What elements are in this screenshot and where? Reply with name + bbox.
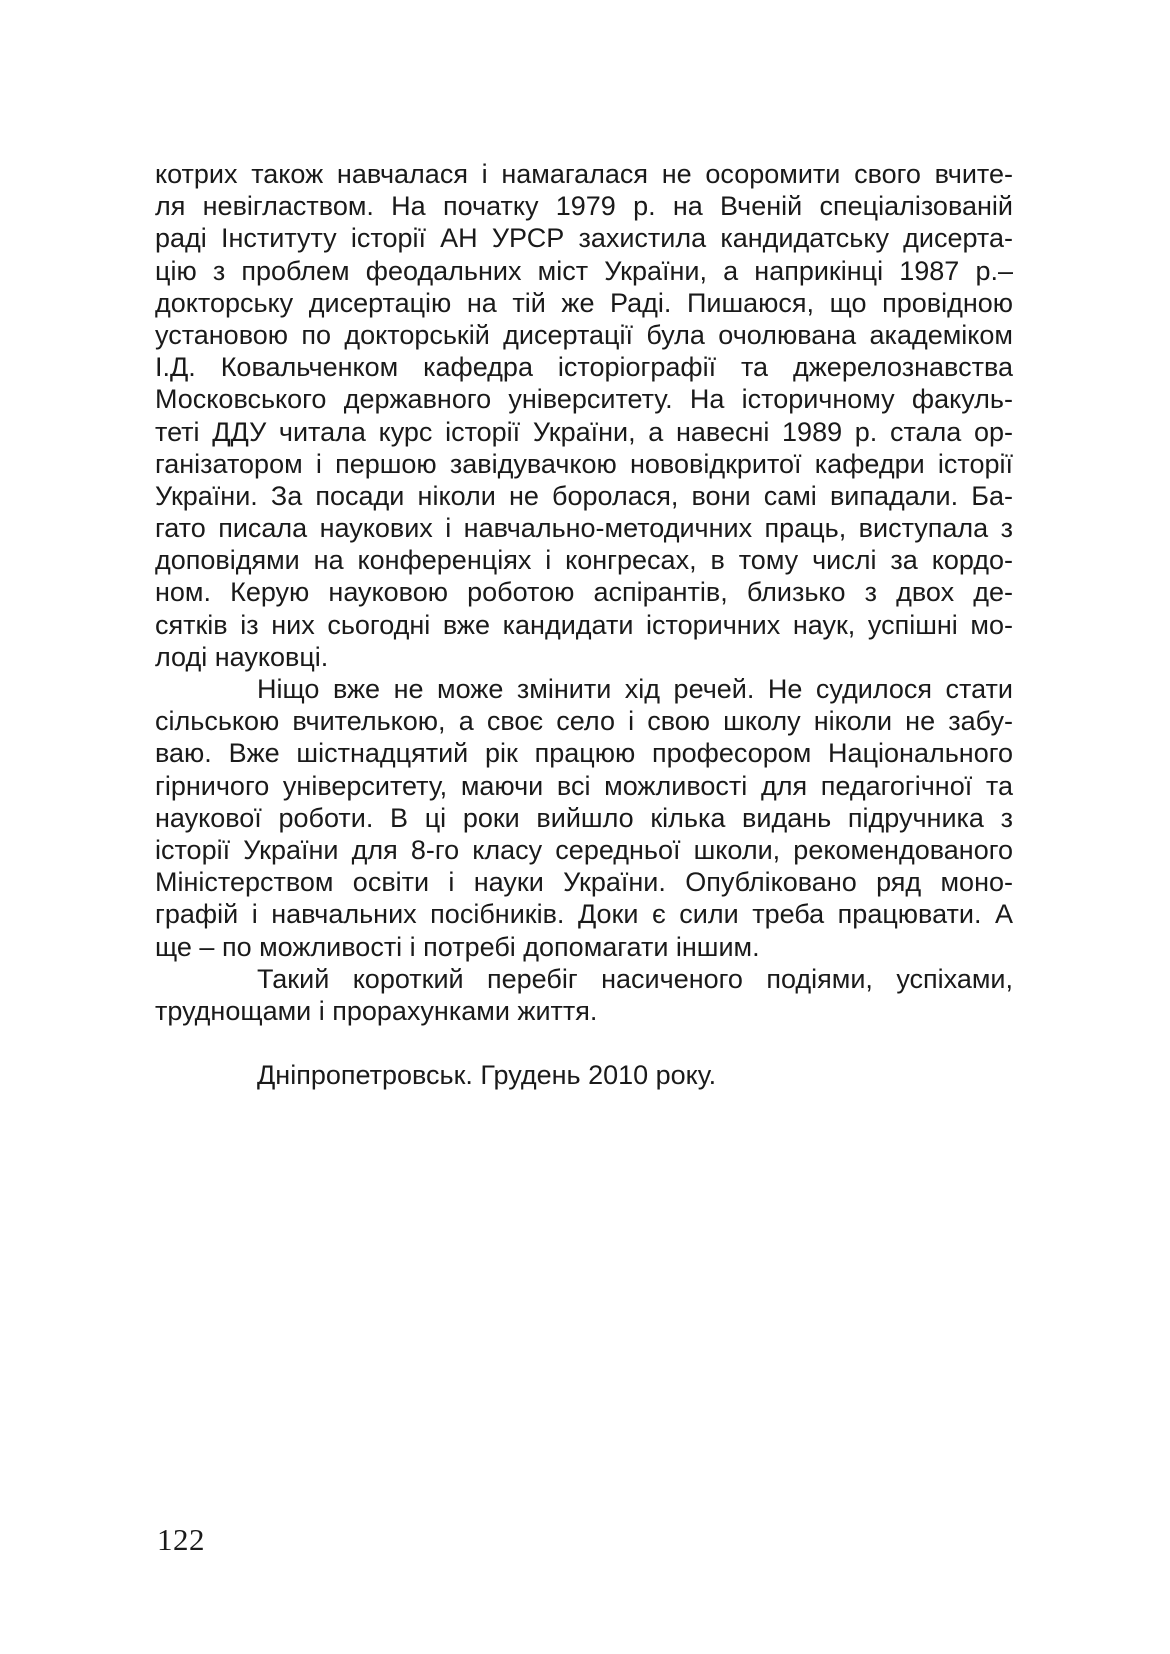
text-line: теті ДДУ читала курс історії України, а навесні 1989 р. стала ор- (155, 416, 1013, 447)
text-line: гато писала наукових і навчально-методичних праць, виступала з (155, 513, 1013, 544)
text-line: Ніщо вже не може змінити хід речей. Не судилося стати (257, 674, 1013, 704)
body-text (155, 158, 1013, 1091)
text-line: наукової роботи. В ці роки вийшло кілька видань підручника з (155, 802, 1013, 833)
text-line: Міністерством освіти і науки України. Опубліковано ряд моно- (155, 867, 1013, 898)
text-line: сятків із них сьогодні вже кандидати історичних наук, успішні мо- (155, 609, 1013, 640)
text-line: котрих також навчалася і намагалася не осоромити свого вчите- (155, 159, 1013, 189)
text-line: ще – по можливості і потребі допомагати іншим. (155, 931, 760, 962)
text-line: ваю. Вже шістнадцятий рік працюю професором Національного (155, 738, 1013, 769)
text-line: доповідями на конференціях і конгресах, в тому числі за кордо- (155, 545, 1013, 576)
text-line: ном. Керую науковою роботою аспірантів, близько з двох де- (155, 577, 1013, 608)
text-line: лоді науковці. (155, 641, 329, 672)
paragraph-2 (155, 673, 1013, 963)
text-line: графій і навчальних посібників. Доки є сили треба працювати. А (155, 899, 1013, 930)
text-line: історії України для 8-го класу середньої школи, рекомендованого (155, 834, 1013, 865)
text-line: ганізатором і першою завідувачкою нововідкритої кафедри історії (155, 448, 1013, 479)
text-line: Московського державного університету. На історичному факуль- (155, 384, 1013, 415)
text-line: Такий короткий перебіг насиченого подіями, успіхами, (257, 963, 1013, 994)
text-line: установою по докторській дисертації була очолювана академіком (155, 319, 1013, 350)
text-line: гірничого університету, маючи всі можливості для педагогічної та (155, 770, 1013, 801)
text-line: докторську дисертацію на тій же Раді. Пишаюся, що провідною (155, 287, 1013, 318)
text-line: труднощами і прорахунками життя. (155, 995, 598, 1026)
spacer (155, 1027, 1013, 1059)
page-number: 122 (157, 1522, 205, 1557)
text-line: цію з проблем феодальних міст України, а наприкінці 1987 р.– (155, 255, 1013, 286)
paragraph-1 (155, 158, 1013, 673)
text-line: раді Інституту історії АН УРСР захистила кандидатську дисерта- (155, 223, 1013, 254)
text-line: І.Д. Ковальченком кафедра історіографії та джерелознавства (155, 352, 1013, 383)
signature-line: Дніпропетровськ. Грудень 2010 року. (257, 1060, 717, 1091)
text-line: сільською вчителькою, а своє село і свою школу ніколи не забу- (155, 706, 1013, 737)
text-line: ля невіглаством. На початку 1979 р. на Вченій спеціалізованій (155, 191, 1013, 222)
paragraph-3 (155, 963, 1013, 1027)
text-line: України. За посади ніколи не боролася, вони самі випадали. Ба- (155, 480, 1013, 511)
